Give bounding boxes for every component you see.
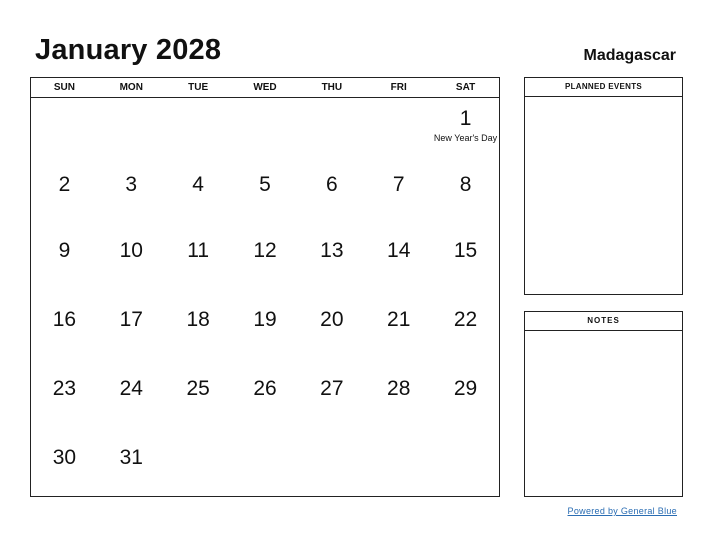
day-cell <box>298 164 365 230</box>
country-label: Madagascar <box>583 47 676 64</box>
day-cell <box>165 437 232 503</box>
weekday-wed: WED <box>253 82 277 93</box>
day-number: 28 <box>387 377 411 400</box>
day-number <box>432 437 499 446</box>
day-number <box>232 98 299 107</box>
day-number: 19 <box>253 308 277 331</box>
weekday-sun: SUN <box>53 82 75 93</box>
day-cell <box>232 164 299 230</box>
day-cell <box>298 368 365 437</box>
weekday-thu: THU <box>321 82 343 93</box>
calendar-grid <box>30 77 500 497</box>
day-cell <box>31 437 98 503</box>
day-number: 7 <box>392 173 405 196</box>
day-cell <box>31 230 98 299</box>
notes-panel <box>524 311 683 497</box>
day-number: 11 <box>187 239 210 262</box>
day-cell <box>232 230 299 299</box>
day-number <box>298 98 365 107</box>
notes-title: NOTES <box>525 312 682 331</box>
month-title: January 2028 <box>35 34 222 66</box>
day-number: 31 <box>119 446 143 469</box>
day-number: 16 <box>52 308 77 331</box>
day-number: 17 <box>119 308 143 331</box>
day-number: 5 <box>259 173 271 196</box>
weekday-fri: FRI <box>390 82 407 93</box>
day-cell <box>432 437 499 503</box>
day-cell <box>365 299 432 368</box>
day-cell <box>232 299 299 368</box>
weekday-header <box>31 78 499 98</box>
weekday-mon: MON <box>119 82 143 93</box>
day-number: 15 <box>453 239 478 262</box>
weekday-tue: TUE <box>188 82 209 93</box>
day-number <box>365 437 432 446</box>
day-cell <box>365 98 432 164</box>
day-number <box>165 98 232 107</box>
day-cell <box>432 164 499 230</box>
day-number: 1 <box>459 107 472 130</box>
day-cell <box>165 230 232 299</box>
day-number <box>31 98 98 107</box>
day-number <box>98 98 165 107</box>
day-cell <box>232 98 299 164</box>
day-cell <box>98 230 165 299</box>
day-number: 8 <box>459 173 472 196</box>
day-cell <box>98 164 165 230</box>
day-cell <box>298 98 365 164</box>
day-number <box>165 437 232 446</box>
day-cell <box>165 98 232 164</box>
day-number: 14 <box>387 239 411 262</box>
day-cell <box>298 299 365 368</box>
day-number: 4 <box>192 173 204 196</box>
day-cell <box>98 368 165 437</box>
day-number: 6 <box>326 173 338 196</box>
planned-events-title: PLANNED EVENTS <box>525 78 682 97</box>
day-cell <box>165 368 232 437</box>
day-number: 25 <box>186 377 210 400</box>
day-cell <box>31 368 98 437</box>
day-cell <box>165 299 232 368</box>
day-cell <box>432 98 499 164</box>
day-cell <box>365 437 432 503</box>
holiday-label: New Year's Day <box>433 133 498 143</box>
day-number: 22 <box>453 308 478 331</box>
day-cell <box>31 164 98 230</box>
day-cell <box>98 437 165 503</box>
day-cell <box>432 230 499 299</box>
day-cell <box>298 230 365 299</box>
day-number: 12 <box>253 239 277 262</box>
day-cell <box>432 368 499 437</box>
weekday-sat: SAT <box>455 82 476 93</box>
day-number: 9 <box>58 239 71 262</box>
day-cell <box>298 437 365 503</box>
day-number: 13 <box>320 239 344 262</box>
day-cell <box>31 98 98 164</box>
day-number: 20 <box>320 308 344 331</box>
planned-events-panel <box>524 77 683 295</box>
day-cell <box>98 98 165 164</box>
day-number <box>365 98 432 107</box>
day-number: 2 <box>58 173 71 196</box>
day-number: 3 <box>125 173 138 196</box>
day-cell <box>365 230 432 299</box>
day-cell <box>165 164 232 230</box>
day-number: 29 <box>453 377 478 400</box>
day-number: 18 <box>186 308 210 331</box>
day-number: 26 <box>253 377 277 400</box>
day-cell <box>365 164 432 230</box>
day-number: 23 <box>52 377 77 400</box>
day-number: 24 <box>119 377 143 400</box>
day-number <box>298 437 365 446</box>
day-number: 27 <box>320 377 344 400</box>
day-number: 21 <box>387 308 411 331</box>
day-number: 30 <box>52 446 77 469</box>
calendar-days <box>31 98 499 503</box>
day-number: 10 <box>119 239 143 262</box>
day-cell <box>31 299 98 368</box>
powered-by-link[interactable]: Powered by General Blue <box>567 506 677 516</box>
day-number <box>232 437 299 446</box>
day-cell <box>432 299 499 368</box>
day-cell <box>365 368 432 437</box>
day-cell <box>232 437 299 503</box>
day-cell <box>232 368 299 437</box>
day-cell <box>98 299 165 368</box>
